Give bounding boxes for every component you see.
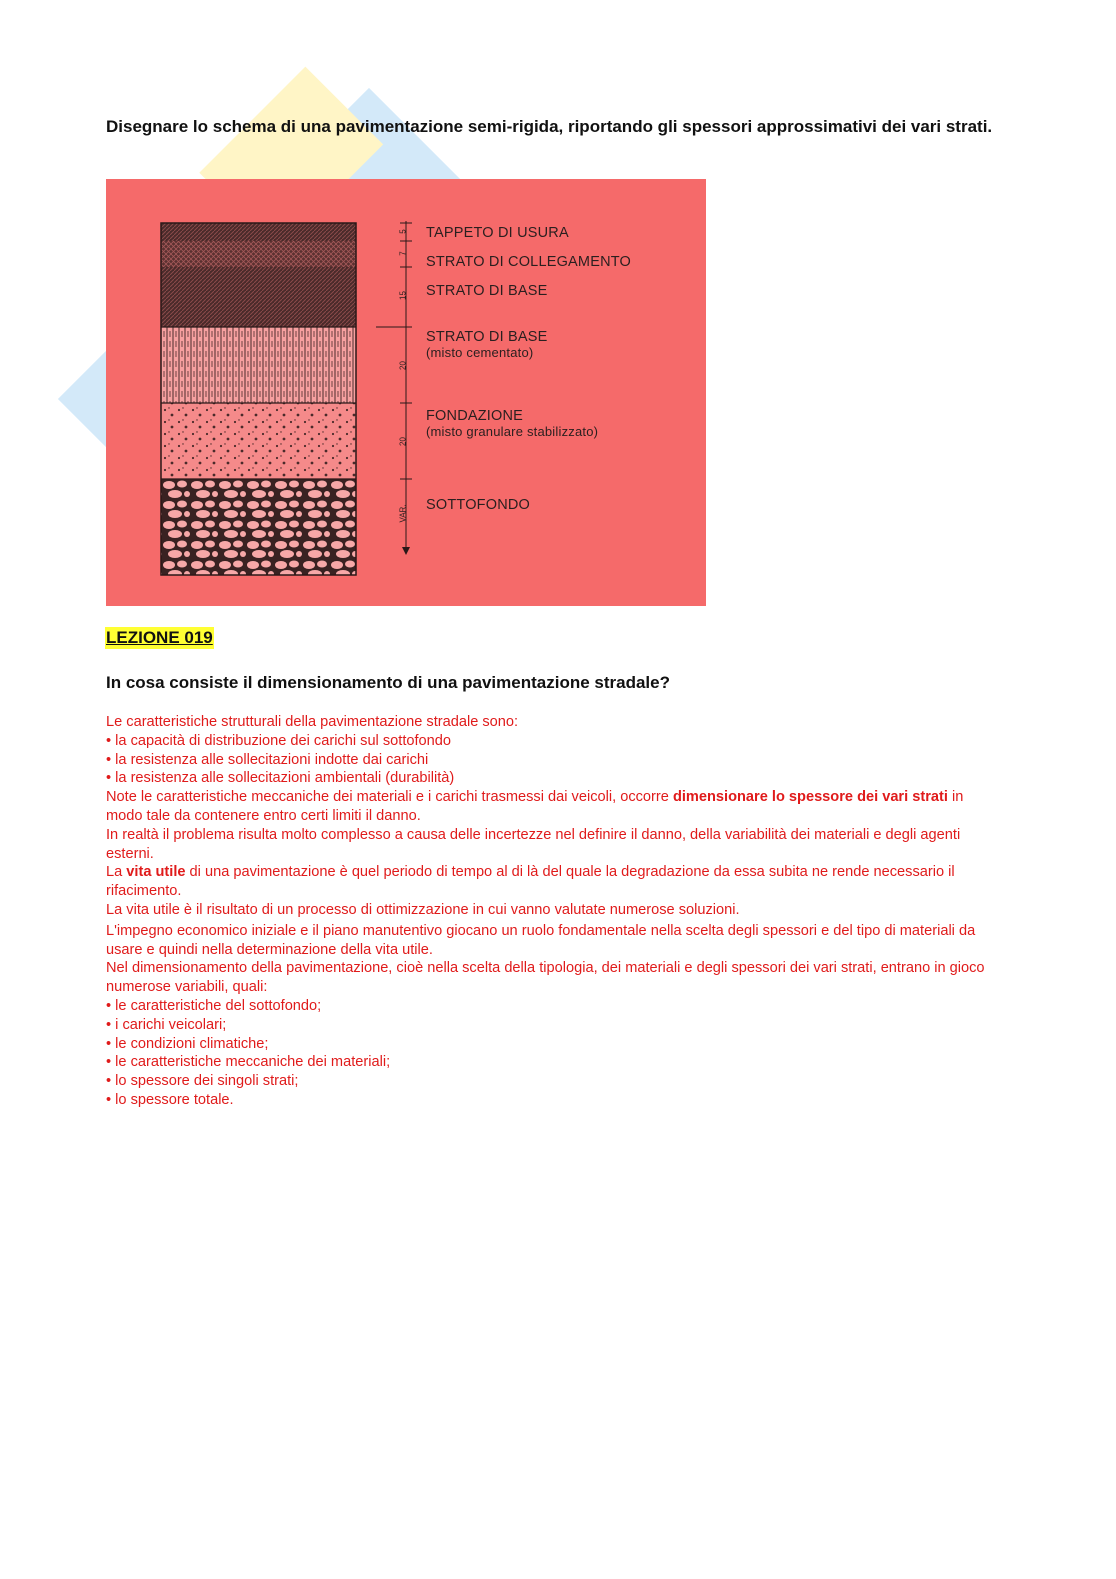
bullet-item: • la capacità di distribuzione dei carichi sul sottofondo: [106, 732, 452, 749]
layer-subtitle: (misto cementato): [426, 345, 534, 360]
bullet-item: • la resistenza alle sollecitazioni ambientali (durabilità): [106, 770, 455, 787]
bold-text: dimensionare lo spessore dei vari strati: [672, 789, 948, 806]
layer-label: [426, 283, 548, 299]
layer-name: STRATO DI COLLEGAMENTO: [426, 254, 632, 270]
text-run: in modo tale da contenere entro certi limiti il danno.: [106, 789, 964, 824]
layer-name: SOTTOFONDO: [426, 497, 531, 513]
question-heading: In cosa consiste il dimensionamento di una pavimentazione stradale?: [106, 673, 670, 692]
question-heading: Disegnare lo schema di una pavimentazione semi-rigida, riportando gli spessori approssimativi dei vari strati.: [106, 117, 993, 136]
layer-label: [426, 329, 548, 361]
paragraph: Nel dimensionamento della pavimentazione, cioè nella scelta della tipologia, dei materiali e degli spessori dei vari strati, entrano in gioco numerose variabili, quali:: [106, 960, 985, 996]
bullet-item: • le condizioni climatiche;: [106, 1035, 269, 1052]
layer-subtitle: (misto granulare stabilizzato): [426, 424, 599, 439]
paragraph: [106, 863, 996, 901]
bullet-item: • le caratteristiche meccaniche dei materiali;: [106, 1054, 391, 1071]
thickness-label: 20: [398, 437, 408, 446]
pavement-diagram: [106, 179, 706, 606]
thickness-label: 15: [398, 291, 408, 300]
bullet-item: • lo spessore dei singoli strati;: [106, 1073, 299, 1090]
text-run: Note le caratteristiche meccaniche dei materiali e i carichi trasmessi dai veicoli, occorre: [106, 789, 673, 806]
paragraph: L'impegno economico iniziale e il piano manutentivo giocano un ruolo fondamentale nella scelta degli spessori e del tipo di materiali da usare e quindi nella determinazione della vita utile.: [106, 922, 976, 958]
layer-label: [426, 408, 598, 440]
lesson-title: LEZIONE 019: [106, 628, 213, 647]
paragraph: [106, 788, 996, 826]
bullet-item: • lo spessore totale.: [106, 1091, 234, 1108]
thickness-label: VAR.: [398, 504, 408, 523]
thickness-label: 20: [398, 361, 408, 370]
layer-label: [426, 225, 569, 241]
layer-label: [426, 254, 631, 270]
layer-name: FONDAZIONE: [426, 408, 524, 424]
paragraph: La vita utile è il risultato di un processo di ottimizzazione in cui vanno valutate numerose soluzioni.: [106, 901, 740, 918]
layer-label: [426, 497, 530, 513]
text-run: di una pavimentazione è quel periodo di tempo al di là del quale la degradazione da essa subita ne rende necessario il rifacimento.: [106, 864, 955, 900]
layer-name: TAPPETO DI USURA: [426, 225, 569, 241]
bold-text: vita utile: [126, 864, 186, 881]
bullet-item: • le caratteristiche del sottofondo;: [106, 997, 322, 1014]
thickness-label: 7: [398, 251, 408, 256]
layer-name: STRATO DI BASE: [426, 329, 548, 345]
bullet-item: • i carichi veicolari;: [106, 1016, 227, 1033]
answer-text: [106, 713, 996, 1110]
thickness-label: 5: [398, 229, 408, 234]
layer-name: STRATO DI BASE: [426, 283, 548, 299]
bullet-item: • la resistenza alle sollecitazioni indotte dai carichi: [106, 751, 429, 768]
text-run: La: [106, 864, 127, 881]
paragraph: Le caratteristiche strutturali della pavimentazione stradale sono:: [106, 714, 519, 730]
paragraph: In realtà il problema risulta molto complesso a causa delle incertezze nel definire il danno, della variabilità dei materiali e degli agenti esterni.: [106, 826, 961, 862]
